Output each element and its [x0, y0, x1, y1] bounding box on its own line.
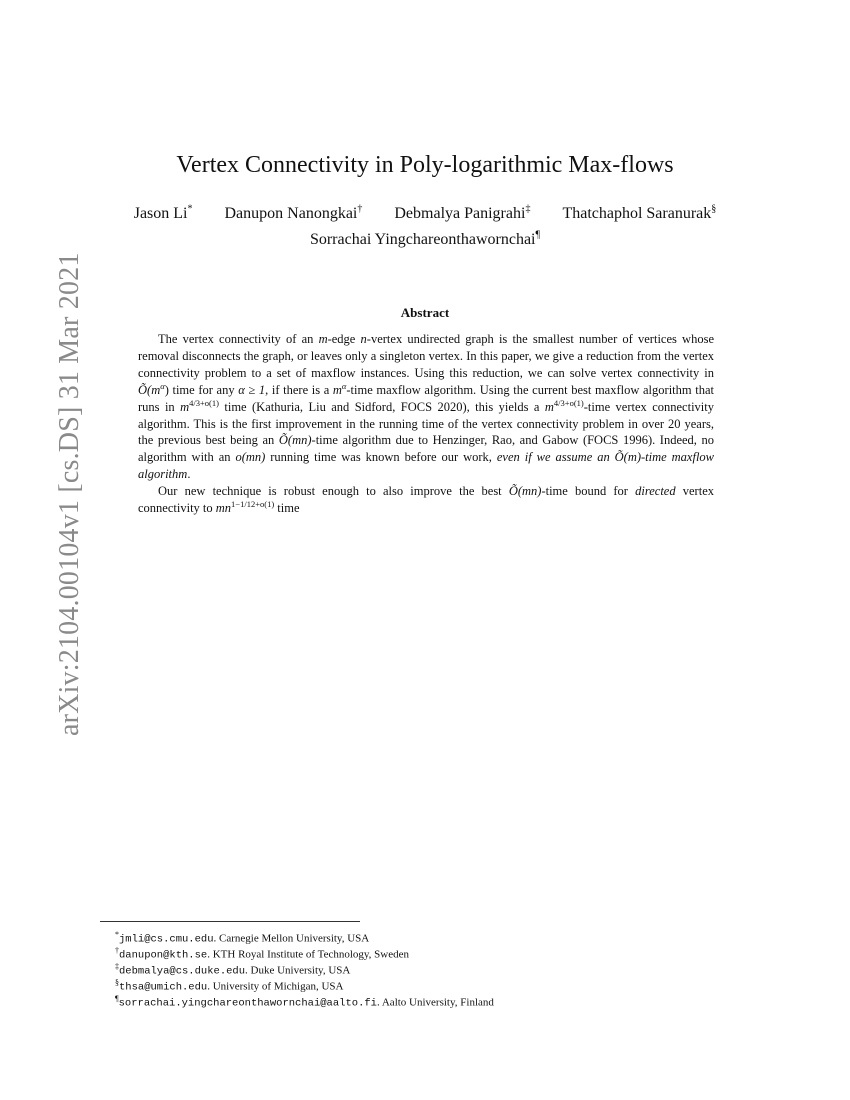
author: Sorrachai Yingchareonthawornchai¶	[309, 230, 541, 249]
paper-title: Vertex Connectivity in Poly-logarithmic Max-flows	[176, 152, 674, 178]
arxiv-identifier: arXiv:2104.00104v1 [cs.DS] 31 Mar 2021	[54, 252, 85, 736]
author-list	[0, 204, 850, 223]
email-link[interactable]: debmalya@cs.duke.edu	[119, 965, 246, 978]
footnote: §thsa@umich.edu. University of Michigan, USA	[115, 978, 344, 994]
email-link[interactable]: thsa@umich.edu	[119, 981, 208, 994]
email-link[interactable]: jmli@cs.cmu.edu	[119, 933, 214, 946]
author: Jason Li*	[133, 204, 193, 223]
footnote-rule	[100, 921, 360, 922]
email-link[interactable]: danupon@kth.se	[119, 949, 208, 962]
abstract-heading: Abstract	[400, 305, 450, 320]
footnotes	[115, 927, 755, 1010]
author: Danupon Nanongkai†	[224, 204, 363, 223]
email-link[interactable]: sorrachai.yingchareonthawornchai@aalto.fi	[118, 997, 377, 1010]
abstract-paragraph: Our new technique is robust enough to also improve the best Õ(mn)-time bound for directed vertex connectivity to $mn^{1-1/12+o(1)}$ time	[138, 484, 714, 516]
footnote: ¶sorrachai.yingchareonthawornchai@aalto.fi. Aalto University, Finland	[115, 994, 494, 1010]
author: Debmalya Panigrahi‡	[394, 204, 531, 223]
footnote: *jmli@cs.cmu.edu. Carnegie Mellon University, USA	[115, 930, 370, 946]
author: Thatchaphol Saranurak§	[562, 204, 717, 223]
abstract-body	[138, 331, 714, 517]
footnote: ‡debmalya@cs.duke.edu. Duke University, USA	[115, 962, 351, 978]
abstract-paragraph: The vertex connectivity of an m-edge n-vertex undirected graph is the smallest number of vertices whose removal disconnects the graph, or leaves only a singleton vertex. In this paper, we give a reduction from the vertex connectivity problem to a set of maxflow instances. Using this reduction, we can solve vertex connectivity in $Õ(m^\alpha)$ time for any α ≥ 1, if there is a $m^\alpha$-time maxflow algorithm. Using the current best maxflow algorithm that runs in $m^{4/3+o(1)}$ time (Kathuria, Liu and Sidford, FOCS 2020), this yields a $m^{4/3+o(1)}$-time vertex connectivity algorithm. This is the first improvement in the running time of the vertex connectivity problem in over 20 years, the previous best being an Õ(mn)-time algorithm due to Henzinger, Rao, and Gabow (FOCS 1996). Indeed, no algorithm with an o(mn) running time was known before our work, even if we assume an Õ(m)-time maxflow algorithm.	[138, 332, 715, 482]
author-list-continued	[0, 230, 850, 249]
footnote: †danupon@kth.se. KTH Royal Institute of Technology, Sweden	[115, 946, 409, 962]
